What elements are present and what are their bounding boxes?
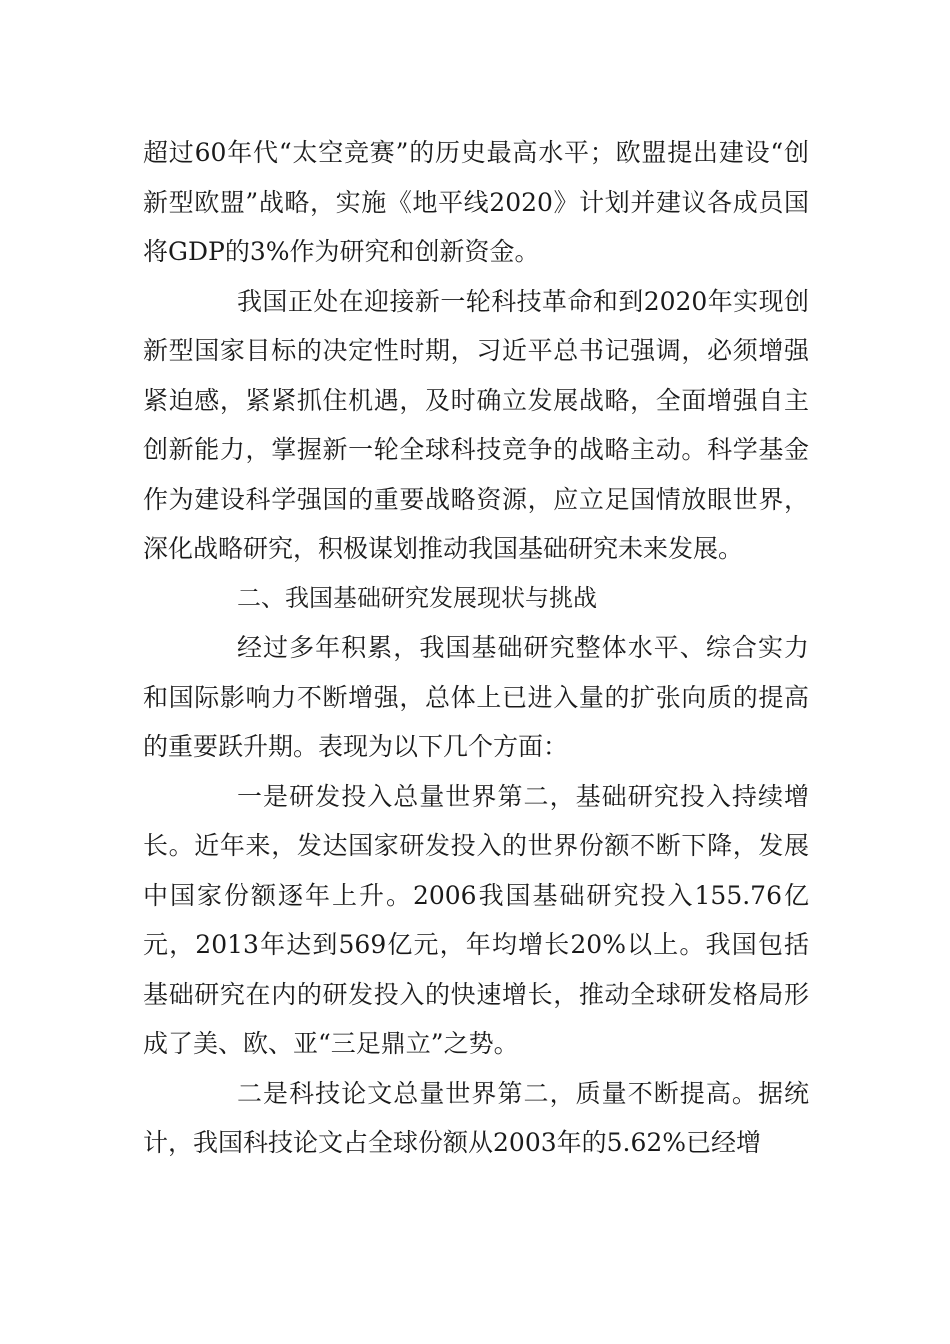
- paragraph-2: 我国正处在迎接新一轮科技革命和到2020年实现创新型国家目标的决定性时期，习近平总书记强调，必须增强紧迫感，紧紧抓住机遇，及时确立发展战略，全面增强自主创新能力，掌握新一轮全球科技竞争的战略主动。科学基金作为建设科学强国的重要战略资源，应立足国情放眼世界，深化战略研究，积极谋划推动我国基础研究未来发展。: [143, 286, 809, 563]
- paragraph-1: 超过60年代“太空竞赛”的历史最高水平；欧盟提出建设“创新型欧盟”战略，实施《地平线2020》计划并建议各成员国将GDP的3%作为研究和创新资金。: [143, 138, 809, 266]
- section-heading: 二、我国基础研究发展现状与挑战: [237, 583, 597, 612]
- paragraph-5: 二是科技论文总量世界第二，质量不断提高。据统计，我国科技论文占全球份额从2003年的5.62%已经增: [143, 1078, 809, 1157]
- document-body: [143, 128, 809, 1168]
- paragraph-4: 一是研发投入总量世界第二，基础研究投入持续增长。近年来，发达国家研发投入的世界份额不断下降，发展中国家份额逐年上升。2006我国基础研究投入155.76亿元，2013年达到569亿元，年均增长20%以上。我国包括基础研究在内的研发投入的快速增长，推动全球研发格局形成了美、欧、亚“三足鼎立”之势。: [143, 781, 809, 1058]
- paragraph-3: 经过多年积累，我国基础研究整体水平、综合实力和国际影响力不断增强，总体上已进入量的扩张向质的提高的重要跃升期。表现为以下几个方面：: [143, 633, 809, 761]
